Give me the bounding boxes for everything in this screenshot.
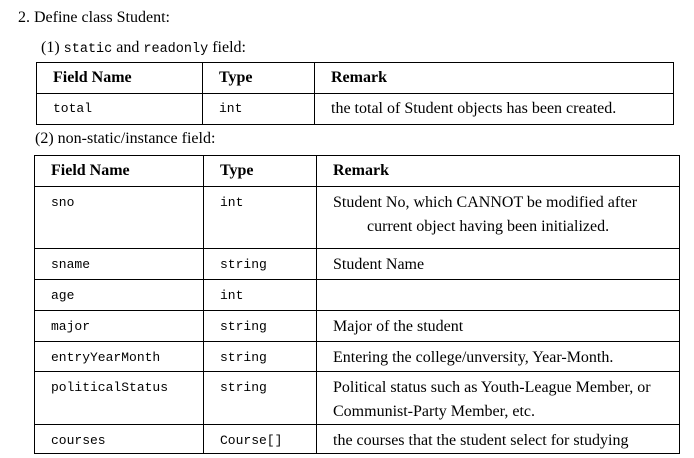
table-row [35, 342, 680, 372]
header-field-name: Field Name [37, 63, 203, 94]
static-keyword: static [63, 42, 113, 57]
readonly-keyword: readonly [143, 42, 209, 57]
table-row [35, 311, 680, 342]
field-name-cell: age [35, 280, 204, 311]
static-fields-caption [41, 38, 246, 60]
caption-suffix: field: [208, 39, 246, 56]
type-cell: string [204, 311, 317, 342]
header-remark: Remark [315, 63, 674, 94]
table-row [37, 94, 674, 125]
field-name-cell: total [37, 94, 203, 125]
remark-cell [317, 372, 680, 425]
header-type: Type [204, 156, 317, 187]
caption-and: and [112, 39, 144, 56]
static-fields-table [36, 62, 674, 125]
type-cell: string [204, 342, 317, 372]
remark-line: Communist-Party Member, etc. [333, 403, 535, 420]
field-name-cell: major [35, 311, 204, 342]
table-row [35, 187, 680, 249]
field-name-cell: courses [35, 425, 204, 454]
type-cell: string [204, 372, 317, 425]
table-header-row [37, 63, 674, 94]
remark-cell: Major of the student [317, 311, 680, 342]
type-cell: int [203, 94, 315, 125]
table-header-row [35, 156, 680, 187]
remark-line: current object having been initialized. [367, 218, 610, 235]
instance-fields-caption: (2) non-static/instance field: [35, 130, 216, 147]
field-name-cell: sname [35, 249, 204, 280]
remark-cell [317, 187, 680, 249]
type-cell: int [204, 187, 317, 249]
type-cell: int [204, 280, 317, 311]
remark-cell [317, 280, 680, 311]
field-name-cell: sno [35, 187, 204, 249]
remark-line: Student No, which CANNOT be modified after [333, 194, 638, 211]
table-row [35, 425, 680, 454]
caption-prefix: (1) [41, 39, 64, 56]
remark-cell: the total of Student objects has been created. [315, 94, 674, 125]
header-field-name: Field Name [35, 156, 204, 187]
field-name-cell: entryYearMonth [35, 342, 204, 372]
type-cell: string [204, 249, 317, 280]
table-row [35, 280, 680, 311]
section-heading: 2. Define class Student: [18, 9, 170, 26]
header-remark: Remark [317, 156, 680, 187]
table-row [35, 372, 680, 425]
field-name-cell: politicalStatus [35, 372, 204, 425]
remark-line: Political status such as Youth-League Member, or [333, 379, 651, 396]
instance-fields-table [34, 155, 680, 454]
table-row [35, 249, 680, 280]
header-type: Type [203, 63, 315, 94]
remark-cell: Entering the college/unversity, Year-Month. [317, 342, 680, 372]
remark-cell: Student Name [317, 249, 680, 280]
type-cell: Course[] [204, 425, 317, 454]
remark-cell: the courses that the student select for studying [317, 425, 680, 454]
